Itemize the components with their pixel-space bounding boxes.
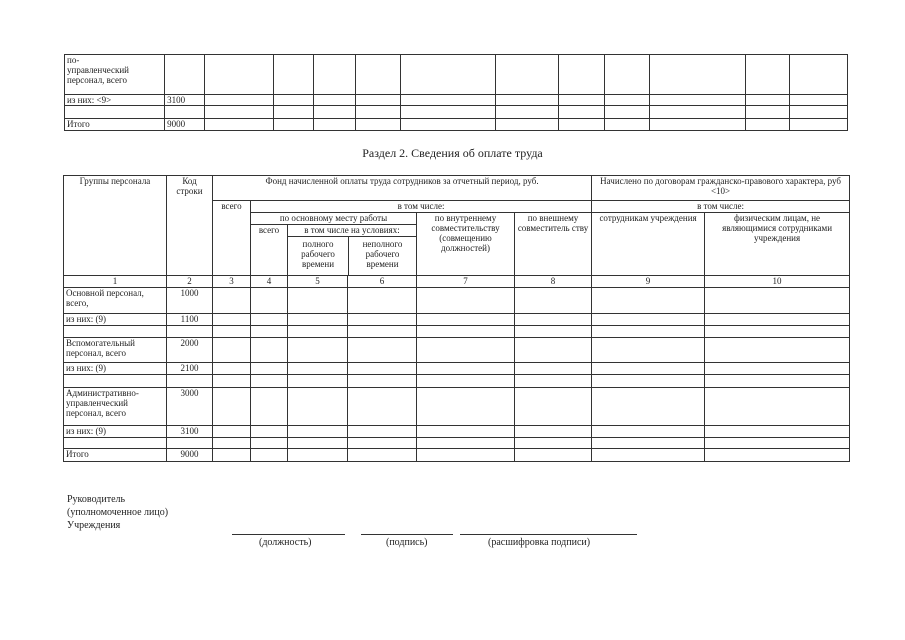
decode-caption: (расшифровка подписи) (488, 537, 591, 548)
signature-head-label: Руководитель (67, 494, 126, 505)
row-group-label (64, 375, 167, 388)
header-fund: Фонд начисленной оплаты труда сотрудников за отчетный период, руб. (213, 176, 592, 201)
header-civil: Начислено по договорам гражданско-правового характера, руб <10> (592, 176, 850, 201)
header-internal: по внутреннему совместительству (совмещению должностей) (417, 213, 515, 276)
row-group-label: Административно-управленческий персонал, всего (64, 388, 167, 426)
table-row (64, 314, 850, 326)
header-part-time: неполного рабочего времени (362, 239, 403, 269)
row-group-label: по- управленческий персонал, всего (65, 55, 165, 95)
decode-line (460, 534, 637, 535)
table-row (64, 438, 850, 449)
row-group-label (64, 326, 167, 338)
row-code: 2000 (167, 338, 213, 363)
row-code: 3100 (167, 426, 213, 438)
header-employees: сотрудникам учреждения (592, 213, 705, 276)
table-row (64, 363, 850, 375)
row-code (167, 438, 213, 449)
table-row (65, 95, 848, 106)
sign-line (361, 534, 453, 535)
row-code: 1100 (167, 314, 213, 326)
col-number: 5 (288, 276, 348, 288)
col-number: 3 (213, 276, 251, 288)
table-row (65, 106, 848, 119)
signature-institution-label: Учреждения (67, 520, 121, 531)
row-group-label: из них: (9) (64, 314, 167, 326)
col-number: 8 (515, 276, 592, 288)
header-total2: всего (251, 225, 288, 276)
row-code: 9000 (167, 449, 213, 462)
header-external: по внешнему совместитель ству (515, 213, 592, 276)
row-code: 3100 (165, 95, 205, 106)
header-groups: Группы персонала (64, 176, 167, 276)
row-group-label: Итого (64, 449, 167, 462)
row-code (167, 375, 213, 388)
table-row (64, 449, 850, 462)
signature-block (67, 493, 168, 532)
table-row (64, 426, 850, 438)
header-full-time: полного рабочего времени (288, 237, 349, 275)
main-table (63, 175, 850, 462)
header-main-place: по основному месту работы (251, 213, 417, 225)
top-table (64, 54, 848, 131)
row-group-label: Итого (65, 119, 165, 131)
section-title: Раздел 2. Сведения об оплате труда (362, 146, 543, 160)
col-number: 10 (705, 276, 850, 288)
table-row (64, 326, 850, 338)
row-group-label: Вспомогательный персонал, всего (64, 338, 167, 363)
col-number: 9 (592, 276, 705, 288)
header-total: всего (213, 201, 251, 276)
row-code (165, 55, 205, 95)
row-group-label: из них: (9) (64, 363, 167, 375)
row-group-label (64, 438, 167, 449)
table-row (64, 338, 850, 363)
col-number: 7 (417, 276, 515, 288)
position-caption: (должность) (259, 537, 312, 548)
header-individuals: физическим лицам, не являющимися сотрудниками учреждения (705, 213, 850, 276)
row-code: 9000 (165, 119, 205, 131)
row-group-label (65, 106, 165, 119)
column-numbers-row (64, 276, 850, 288)
header-code: Код строки (167, 176, 213, 276)
table-row (65, 55, 848, 95)
row-group-label: из них: <9> (65, 95, 165, 106)
header-incl: в том числе: (251, 201, 592, 213)
row-code: 3000 (167, 388, 213, 426)
row-code (167, 326, 213, 338)
table-row (64, 388, 850, 426)
signature-authorized-label: (уполномоченное лицо) (67, 507, 169, 518)
table-row (64, 288, 850, 314)
table-row (65, 119, 848, 131)
col-number: 6 (348, 276, 417, 288)
row-code (165, 106, 205, 119)
row-code: 2100 (167, 363, 213, 375)
col-number: 1 (64, 276, 167, 288)
row-group-label: Основной персонал, всего, (64, 288, 167, 314)
row-group-label: из них: (9) (64, 426, 167, 438)
position-line (232, 534, 345, 535)
col-number: 4 (251, 276, 288, 288)
header-civil-incl: в том числе: (592, 201, 850, 213)
table-row (64, 375, 850, 388)
sign-caption: (подпись) (386, 537, 428, 548)
header-incl-cond: в том числе на условиях: (288, 225, 416, 237)
row-code: 1000 (167, 288, 213, 314)
col-number: 2 (167, 276, 213, 288)
